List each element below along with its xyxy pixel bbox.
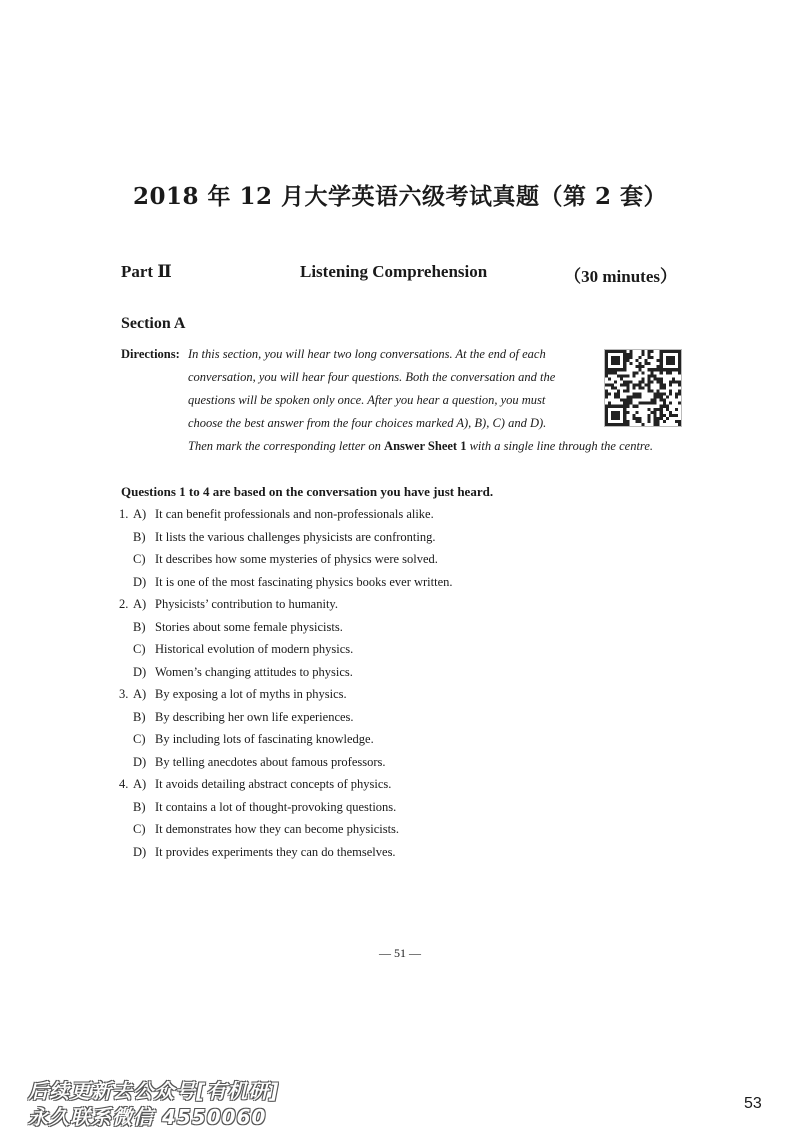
directions-line — [188, 439, 653, 454]
option-text: By telling anecdotes about famous professors. — [155, 754, 386, 769]
option-text: By including lots of fascinating knowledge. — [155, 732, 374, 746]
option-text: It is one of the most fascinating physics books ever written. — [155, 574, 453, 589]
answer-option — [133, 822, 399, 837]
option-text: It lists the various challenges physicists are confronting. — [155, 529, 436, 544]
option-text: It demonstrates how they can become physicists. — [155, 822, 400, 836]
section-label: Section A — [121, 315, 186, 332]
option-text: Stories about some female physicists. — [155, 619, 343, 634]
corner-page-number: 53 — [744, 1095, 762, 1112]
directions-line: conversation, you will hear four questions. Both the conversation and the — [188, 370, 556, 384]
watermark-line: 后续更新去公众号[有机研] — [28, 1079, 280, 1103]
option-letter: A) — [133, 507, 147, 521]
option-text: It can benefit professionals and non-professionals alike. — [155, 507, 434, 521]
directions-label: Directions: — [121, 347, 180, 361]
option-letter: C) — [133, 642, 146, 656]
answer-option — [133, 642, 353, 657]
answer-option — [133, 620, 343, 635]
directions-line: In this section, you will hear two long conversations. At the end of each — [188, 347, 546, 361]
option-letter: D) — [133, 664, 147, 679]
option-letter: B) — [133, 799, 146, 814]
option-letter: B) — [133, 619, 146, 634]
question-number: 2. — [119, 597, 129, 611]
part-name: Listening Comprehension — [300, 262, 488, 281]
option-text: It avoids detailing abstract concepts of physics. — [155, 777, 392, 791]
option-text: By describing her own life experiences. — [155, 709, 354, 724]
watermark-line: 永久联系微信 4550060 — [28, 1105, 267, 1129]
answer-sheet-label: Answer Sheet 1 — [384, 439, 467, 453]
exam-title: 2018 年 12 月大学英语六级考试真题（第 2 套） — [132, 183, 668, 210]
answer-option — [133, 710, 354, 725]
question-number: 1. — [119, 507, 129, 521]
question-number: 4. — [119, 777, 129, 791]
answer-option — [133, 552, 438, 567]
option-letter: C) — [133, 552, 146, 566]
option-text: It contains a lot of thought-provoking questions. — [155, 799, 397, 814]
answer-option — [133, 575, 453, 590]
part-time: （30 minutes） — [564, 267, 677, 286]
answer-option — [133, 845, 396, 860]
directions-line: questions will be spoken only once. After you hear a question, you must — [188, 393, 546, 407]
option-letter: D) — [133, 844, 147, 859]
question-number: 3. — [119, 687, 129, 701]
directions-text: with a single line through the centre. — [466, 439, 654, 453]
directions-text: Then mark the corresponding letter on — [188, 439, 385, 453]
option-text: Historical evolution of modern physics. — [155, 642, 354, 656]
qr-code-icon — [604, 349, 682, 427]
directions-line: choose the best answer from the four choices marked A), B), C) and D). — [188, 416, 547, 430]
option-letter: C) — [133, 732, 146, 746]
option-letter: A) — [133, 597, 147, 611]
option-letter: B) — [133, 709, 146, 724]
option-text: Women’s changing attitudes to physics. — [155, 664, 353, 679]
option-letter: D) — [133, 574, 147, 589]
option-text: It describes how some mysteries of physics were solved. — [155, 552, 438, 566]
answer-option — [133, 665, 353, 680]
answer-option — [133, 530, 436, 545]
option-letter: D) — [133, 754, 147, 769]
part-label: Part Ⅱ — [121, 262, 172, 281]
answer-option — [119, 777, 391, 792]
answer-option — [133, 732, 374, 747]
answer-option — [133, 755, 386, 770]
questions-heading: Questions 1 to 4 are based on the conversation you have just heard. — [121, 484, 494, 499]
option-letter: A) — [133, 687, 147, 701]
option-text: Physicists’ contribution to humanity. — [155, 597, 338, 611]
option-letter: B) — [133, 529, 146, 544]
answer-option — [119, 507, 434, 522]
option-letter: C) — [133, 822, 146, 836]
answer-option — [119, 687, 347, 702]
answer-option — [133, 800, 396, 815]
answer-option — [119, 597, 338, 612]
option-text: By exposing a lot of myths in physics. — [155, 687, 347, 701]
option-text: It provides experiments they can do themselves. — [155, 844, 396, 859]
option-letter: A) — [133, 777, 147, 791]
page-number: — 51 — — [379, 946, 421, 960]
part-header — [121, 262, 677, 286]
